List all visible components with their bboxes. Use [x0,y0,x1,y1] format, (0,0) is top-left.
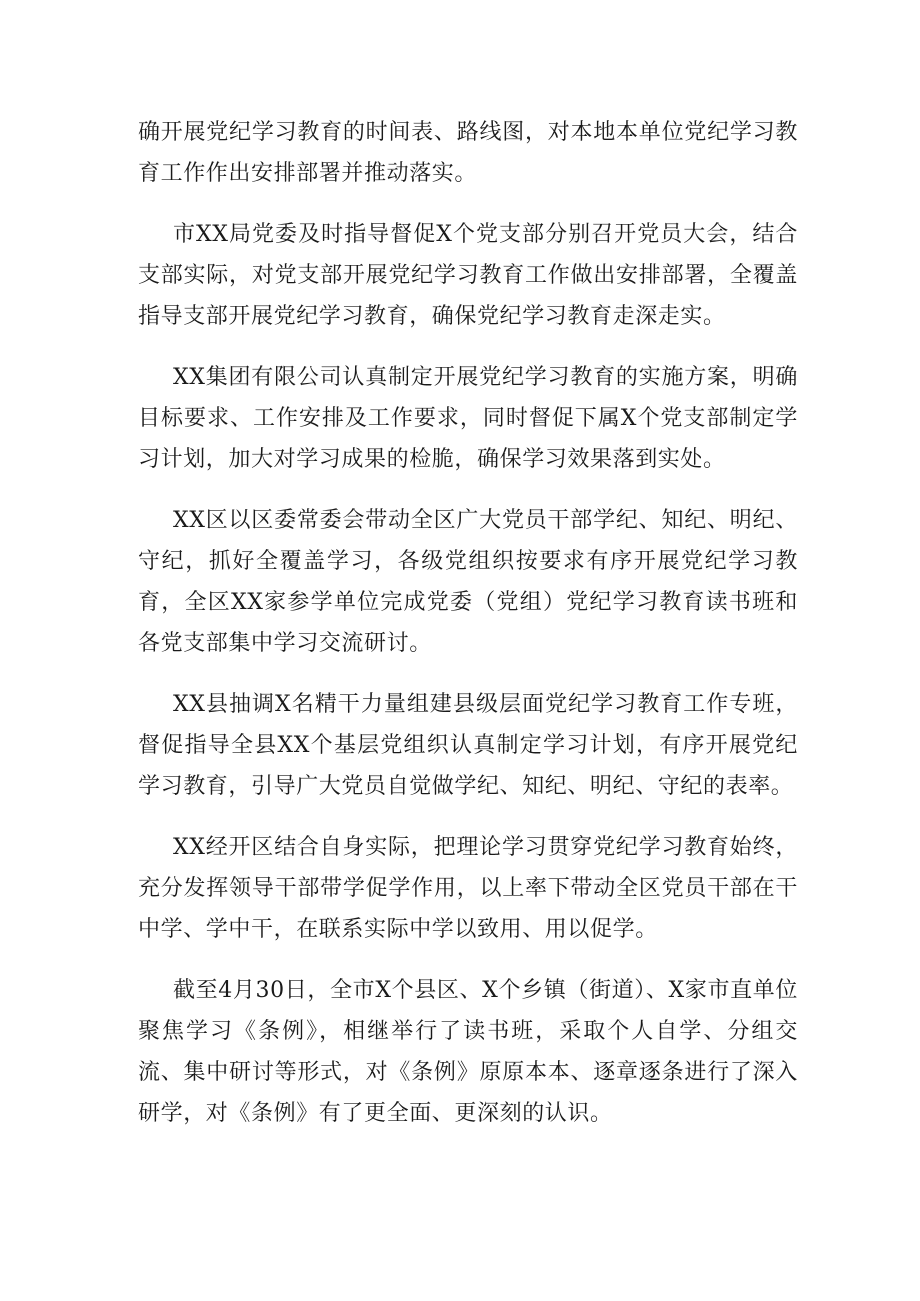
paragraph-district: XX区以区委常委会带动全区广大党员干部学纪、知纪、明纪、守纪，抓好全覆盖学习，各级党组织按要求有序开展党纪学习教育，全区XX家参学单位完成党委（党组）党纪学习教育读书班和各党支部集中学习交流研讨。 [138,508,798,656]
paragraph-summary: 截至4月30日，全市X个县区、X个乡镇（街道）、X家市直单位聚焦学习《条例》，相继举行了读书班，采取个人自学、分组交流、集中研讨等形式，对《条例》原原本本、逐章逐条进行了深入研学，对《条例》有了更全面、更深刻的认识。 [138,978,798,1126]
paragraph-city-bureau: 市XX局党委及时指导督促X个党支部分别召开党员大会，结合支部实际，对党支部开展党纪学习教育工作做出安排部署，全覆盖指导支部开展党纪学习教育，确保党纪学习教育走深走实。 [138,222,798,329]
paragraph-development-zone: XX经开区结合自身实际，把理论学习贯穿党纪学习教育始终，充分发挥领导干部带学促学作用，以上率下带动全区党员干部在干中学、学中干，在联系实际中学以致用、用以促学。 [138,835,798,942]
document-body [138,112,798,1154]
paragraph-continuation: 确开展党纪学习教育的时间表、路线图，对本地本单位党纪学习教育工作作出安排部署并推动落实。 [138,120,798,186]
paragraph-county: XX县抽调X名精干力量组建县级层面党纪学习教育工作专班，督促指导全县XX个基层党组织认真制定学习计划，有序开展党纪学习教育，引导广大党员自觉做学纪、知纪、明纪、守纪的表率。 [138,692,798,799]
paragraph-group-company: XX集团有限公司认真制定开展党纪学习教育的实施方案，明确目标要求、工作安排及工作要求，同时督促下属X个党支部制定学习计划，加大对学习成果的检脆，确保学习效果落到实处。 [138,365,798,472]
